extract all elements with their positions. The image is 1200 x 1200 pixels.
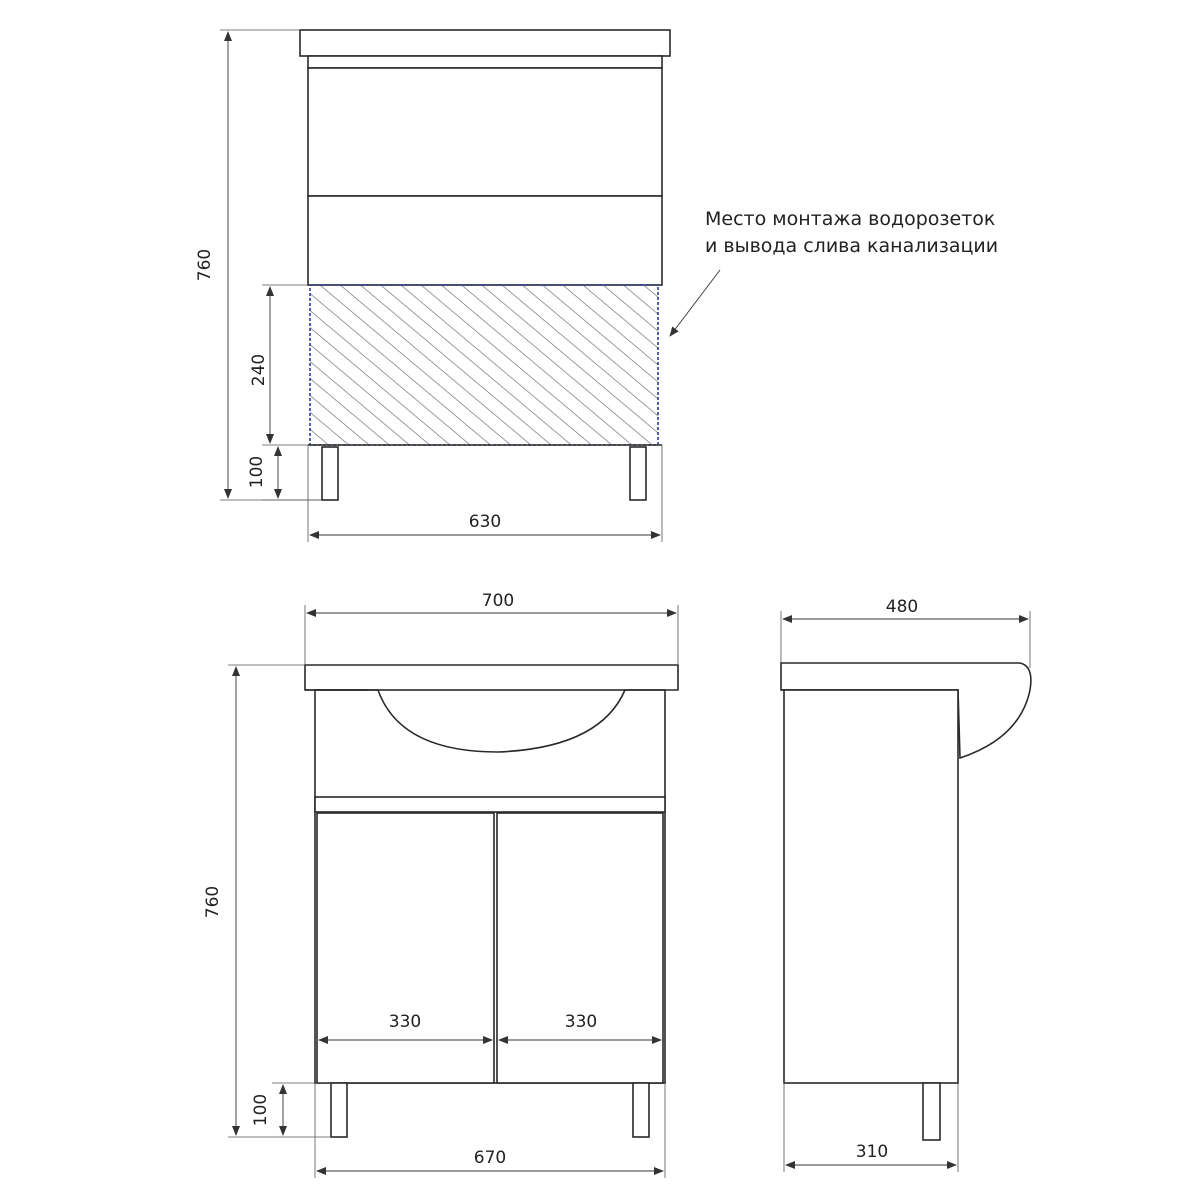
rear-countertop [300, 30, 670, 56]
side-body-310-label: 310 [855, 1142, 889, 1162]
rear-height-760-label: 760 [195, 248, 215, 282]
installation-zone [310, 285, 658, 445]
rear-leg-100-label: 100 [247, 455, 267, 489]
side-leg [923, 1083, 940, 1140]
front-body-670-label: 670 [473, 1148, 507, 1168]
side-view [781, 597, 1031, 1172]
front-door-right [497, 813, 663, 1083]
front-leg-left [331, 1083, 347, 1137]
rear-leg-left [322, 447, 338, 500]
front-basin [305, 665, 678, 752]
side-top-480-label: 480 [885, 597, 919, 617]
front-leg-right [633, 1083, 649, 1137]
rear-width-630-label: 630 [468, 512, 502, 532]
front-top-700-label: 700 [481, 591, 515, 611]
rear-zone-240-label: 240 [249, 353, 269, 387]
side-body [784, 690, 958, 1083]
installation-note-line1: Место монтажа водорозеток [705, 208, 996, 230]
installation-note-line2: и вывода слива канализации [705, 235, 999, 257]
front-rail [315, 797, 665, 812]
front-door-left-330-label: 330 [388, 1012, 422, 1032]
installation-note-leader [670, 270, 720, 336]
front-door-right-330-label: 330 [564, 1012, 598, 1032]
front-door-left [317, 813, 494, 1083]
rear-upper-panel [308, 68, 662, 196]
rear-middle-panel [308, 196, 662, 285]
front-leg-100-label: 100 [251, 1093, 271, 1127]
front-view [203, 591, 678, 1178]
rear-view [195, 30, 998, 542]
front-height-760-label: 760 [203, 885, 223, 919]
rear-leg-right [630, 447, 646, 500]
